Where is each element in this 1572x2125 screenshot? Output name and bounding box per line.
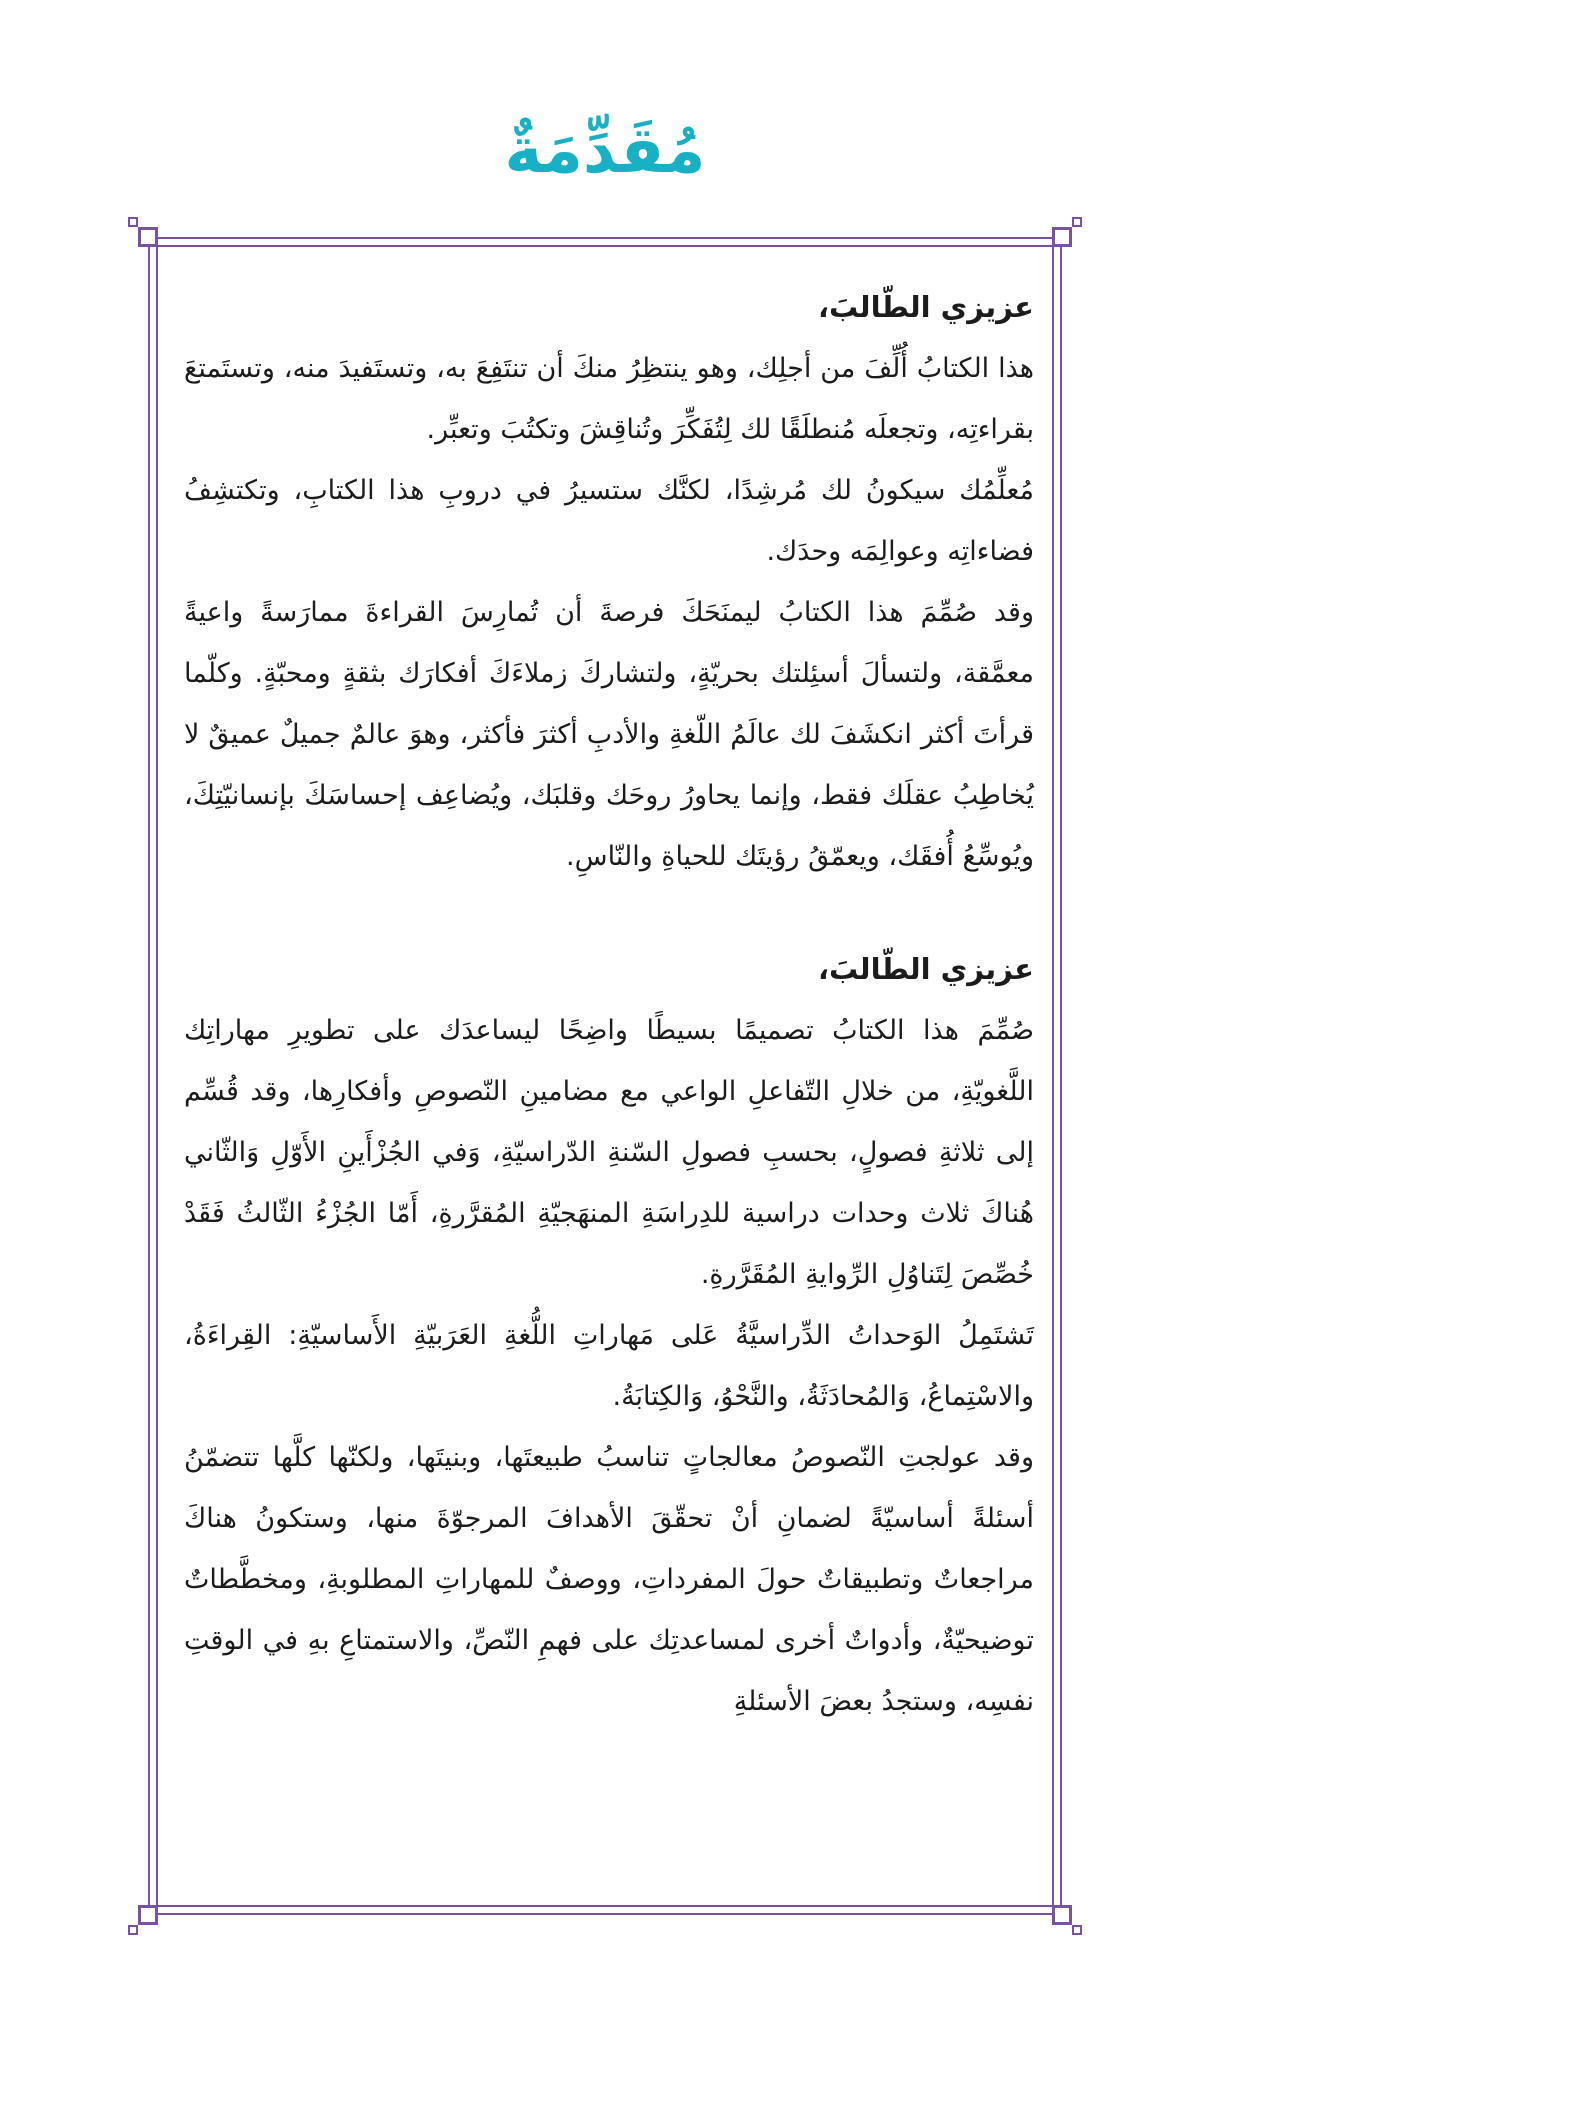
paragraph: هذا الكتابُ أُلِّفَ من أجلِك، وهو ينتظِرُ منكَ أن تنتَفِعَ به، وتستَفيدَ منه، وتستَمتعَ بقراءتِه، وتجعلَه مُنطلَقًا لك لِتُفَكِّرَ وتُناقِشَ وتكتُبَ وتعبِّر. — [184, 353, 1034, 445]
page-title: مُقَدِّمَةٌ — [504, 114, 706, 188]
corner-ornament-top-left — [138, 227, 158, 247]
corner-ornament-bottom-right — [1052, 1905, 1072, 1925]
corner-ornament-bottom-left — [138, 1905, 158, 1925]
paragraph: تَشتَمِلُ الوَحداتُ الدِّراسيَّةُ عَلى مَهاراتِ اللُّغةِ العَرَبيّةِ الأَساسيّةِ: القِراءَةُ، والاسْتِماعُ، وَالمُحادَثَةُ، والنَّحْوُ، وَالكِتابَةُ. — [184, 1320, 1034, 1412]
corner-ornament-top-right — [1052, 227, 1072, 247]
paragraph: وقد عولجتِ النّصوصُ معالجاتٍ تناسبُ طبيعتَها، وبنيتَها، ولكنّها كلَّها تتضمّنُ أسئلةً أساسيّةً لضمانِ أنْ تحقّقَ الأهدافَ المرجوّةَ منها، وستكونُ هناكَ مراجعاتٌ وتطبيقاتٌ حولَ المفرداتِ، ووصفٌ للمهاراتِ المطلوبةِ، ومخطَّطاتٌ توضيحيّةٌ، وأدواتٌ أخرى لمساعدتِك على فهمِ النّصِّ، والاستمتاعِ بهِ في الوقتِ نفسِه، وستجدُ بعضَ الأسئلةِ — [184, 1442, 1034, 1717]
ornamental-frame — [148, 237, 1062, 1915]
paragraph: وقد صُمِّمَ هذا الكتابُ ليمنَحَكَ فرصةَ أن تُمارِسَ القراءةَ ممارَسةً واعيةً معمَّقة، ولتسألَ أسئِلتك بحريّةٍ، ولتشاركَ زملاءَكَ أفكارَك بثقةٍ ومحبّةٍ. وكلّما قرأتَ أكثر انكشَفَ لك عالَمُ اللّغةِ والأدبِ أكثرَ فأكثر، وهوَ عالمٌ جميلٌ عميقٌ لا يُخاطِبُ عقلَك فقط، وإنما يحاورُ روحَك وقلبَك، ويُضاعِف إحساسَكَ بإنسانيّتِكَ، ويُوسِّعُ أُفقَك، ويعمّقُ رؤيتَك للحياةِ والنّاسِ. — [184, 597, 1034, 872]
section-heading: عزيزي الطّالبَ، — [817, 952, 1034, 986]
corner-ornament-small-bottom-left — [128, 1925, 138, 1935]
section-intro-2 — [184, 939, 1034, 1732]
corner-ornament-small-top-right — [1072, 217, 1082, 227]
corner-ornament-small-bottom-right — [1072, 1925, 1082, 1935]
section-intro-1 — [184, 277, 1034, 887]
section-heading: عزيزي الطّالبَ، — [817, 290, 1034, 324]
corner-ornament-small-top-left — [128, 217, 138, 227]
page-content — [158, 247, 1052, 1905]
paragraph: صُمِّمَ هذا الكتابُ تصميمًا بسيطًا واضِحًا ليساعدَك على تطويرِ مهاراتِك اللَّغويّةِ، من خلالِ التّفاعلِ الواعي مع مضامينِ النّصوصِ وأفكارِها، وقد قُسِّم إلى ثلاثةِ فصولٍ، بحسبِ فصولِ السّنةِ الدّراسيّةِ، وَفي الجُزْأَينِ الأَوّلِ وَالثّاني هُناكَ ثلاث وحدات دراسية للدِراسَةِ المنهَجيّةِ المُقرَّرةِ، أَمّا الجُزْءُ الثّالثُ فَقَدْ خُصِّصَ لِتَناوُلِ الرِّوايةِ المُقَرَّرةِ. — [184, 1015, 1034, 1290]
paragraph: مُعلِّمُك سيكونُ لك مُرشِدًا، لكنَّك ستسيرُ في دروبِ هذا الكتابِ، وتكتشِفُ فضاءاتِه وعوالِمَه وحدَك. — [184, 475, 1034, 567]
